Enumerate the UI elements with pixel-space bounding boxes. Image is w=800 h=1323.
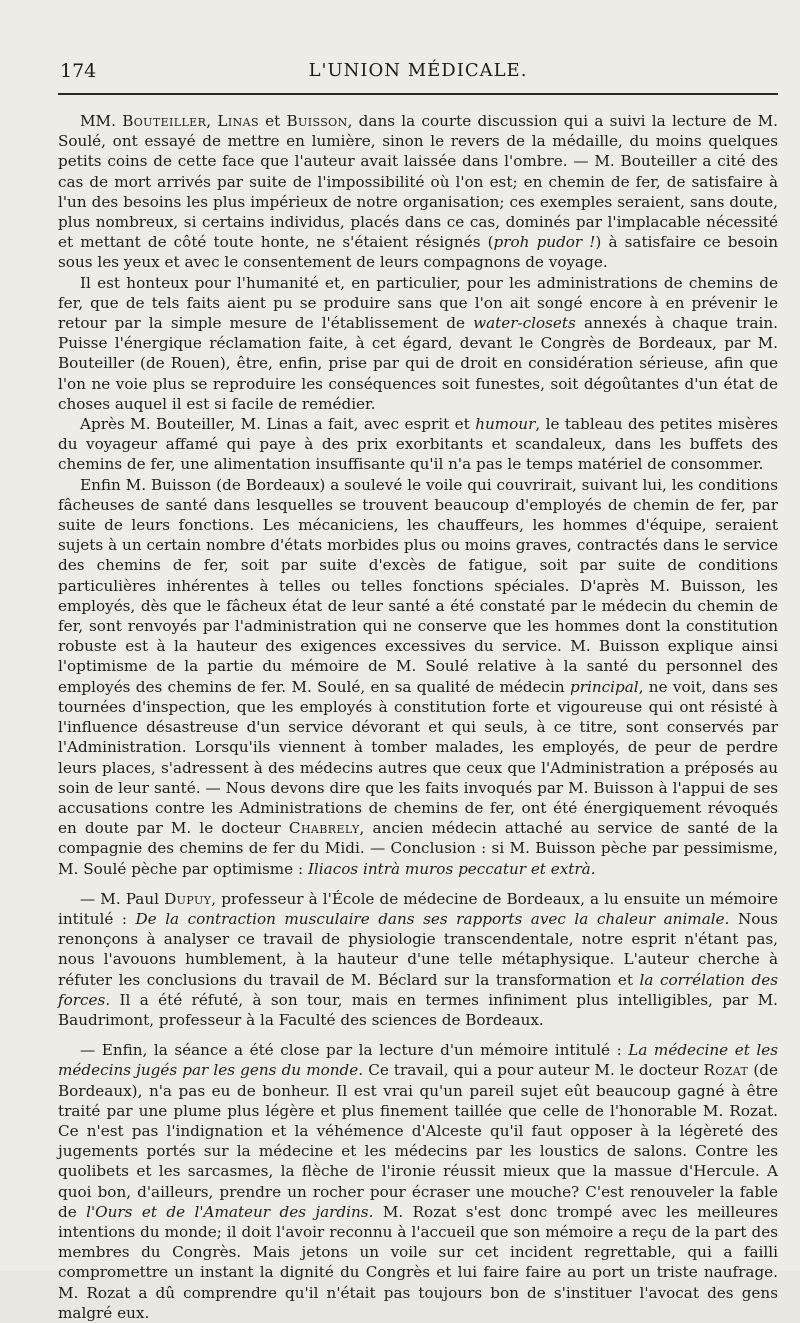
italic-text: La médecine et les médecins jugés par les gens du monde. — [58, 1041, 778, 1080]
header-rule — [58, 93, 778, 95]
text-run: (de Bordeaux), n'a pas eu de bonheur. Il est vrai qu'un pareil sujet eût beaucoup gagné à être traité par une plume plus légère et plus finement taillée que celle de l'honorable M. Rozat. Ce n'est pas l'indignation et la véhémence d'Alceste qu'il faut opposer à la légèreté des jugements portés sur la médecine et les médecins par les loustics de salons. Contre les quolibets et les sarcasmes, la flèche de l'ironie réussit mieux que la massue d'Hercule. A quoi bon, d'ailleurs, prendre un rocher pour écraser une mouche? C'est renouveler la fable de — [58, 1061, 779, 1221]
running-title: L'UNION MÉDICALE. — [308, 60, 528, 81]
text-run: Ce travail, qui a pour auteur M. le docteur — [363, 1061, 704, 1080]
text-run: et — [258, 112, 287, 130]
small-caps-name: Buisson — [286, 112, 348, 130]
small-caps-name: Dupuy — [164, 889, 212, 908]
page-header — [60, 60, 776, 90]
text-run: Après M. Bouteiller, M. Linas a fait, avec esprit et — [80, 415, 476, 434]
text-run: — M. Paul — [80, 889, 165, 908]
text-run: Il est honteux pour l'humanité et, en particulier, pour les administrations de chemins de fer, que de tels faits aient pu se produire sans que l'on ait songé encore à en prévenir le retour par la simple mesure de l'établissement de — [58, 273, 778, 333]
text-run: ) à satisfaire ce besoin sous les yeux et avec le consentement de leurs compagnons de voyage. — [58, 233, 779, 272]
italic-text: l'Ours et de l'Amateur des jardins. — [86, 1202, 374, 1221]
page-number: 174 — [60, 60, 97, 82]
text-run: , — [206, 112, 218, 130]
paragraph — [58, 414, 778, 475]
small-caps-name: Bouteiller — [122, 112, 207, 130]
text-run: Il a été réfuté, à son tour, mais en termes infiniment plus intelligibles, par M. Baudrimont, professeur à la Faculté des sciences de Bordeaux. — [58, 990, 778, 1029]
italic-text: principal — [570, 677, 639, 696]
text-run: , ancien médecin attaché au service de santé de la compagnie des chemins de fer du Midi. — Conclusion : si M. Buisson pèche par pessimisme, M. Soulé pèche par optimisme : — [58, 819, 778, 878]
text-run: annexés à chaque train. Puisse l'énergique réclamation faite, à cet égard, devant le Congrès de Bordeaux, par M. Bouteiller (de Rouen), être, enfin, prise par qui de droit en considération sérieuse, afin que l'on ne voie plus se reproduire les conséquences soit funestes, soit dégoûtantes d'un état de choses auquel il est si facile de remédier. — [58, 314, 778, 413]
text-run: MM. — [80, 112, 123, 130]
italic-text: proh pudor ! — [493, 233, 596, 252]
text-run: , professeur à l'École de médecine de Bordeaux, a lu ensuite un mémoire intitulé : — [58, 889, 779, 928]
text-run: , le tableau des petites misères du voyageur affamé qui paye à des prix exorbitants et scandaleux, dans les buffets des chemins de fer, une alimentation insuffisante qu'il n'a pas le temps matériel de consommer. — [58, 415, 778, 474]
italic-text: la corrélation des forces. — [58, 970, 779, 1009]
paragraph — [58, 273, 778, 414]
text-run: — Enfin, la séance a été close par la lecture d'un mémoire intitulé : — [80, 1041, 629, 1060]
italic-text: Iliacos intrà muros peccatur et extrà. — [307, 859, 596, 878]
text-run: M. Rozat s'est donc trompé avec les meilleures intentions du monde; il doit l'avoir reconnu à l'accueil que son mémoire a reçu de la part des membres du Congrès. Mais jetons un voile sur cet incident regrettable, qui a failli compromettre un instant la dignité du Congrès et lui faire faire au port un triste naufrage. M. Rozat a dû comprendre qu'il n'était pas toujours bon de s'instituer l'avocat des gens malgré eux. — [58, 1202, 779, 1322]
article-body — [58, 111, 778, 1323]
text-run: , ne voit, dans ses tournées d'inspection, que les employés à constitution forte et vigoureuse qui ont résisté à l'influence désastreuse d'un service dévorant et qui seuls, à ce titre, sont conservés par l'Administration. Lorsqu'ils viennent à tomber malades, les employés, de peur de perdre leurs places, s'adressent à des médecins autres que ceux que l'Administration a préposés au soin de leur santé. — Nous devons dire que les faits invoqués par M. Buisson à l'appui de ses accusations contre les Administrations de chemins de fer, ont été énergiquement révoqués en doute par M. le docteur — [58, 677, 778, 838]
paragraph — [58, 889, 778, 1030]
small-caps-name: Chabrely — [288, 819, 360, 838]
text-run: , dans la courte discussion qui a suivi la lecture de M. Soulé, ont essayé de mettre en lumière, sinon le revers de la médaille, du moins quelques petits coins de cette face que l'auteur avait laissée dans l'ombre. — M. Bouteiller a cité des cas de mort arrivés par suite de l'impossibilité où l'on est; en chemin de fer, de satisfaire à l'un des besoins les plus impérieux de notre organisation; ces exemples seraient, sans doute, plus nombreux, si certains individus, placés dans ce cas, dominés par l'implacable nécessité et mettant de côté toute honte, ne s'étaient résignés ( — [58, 112, 779, 252]
italic-text: water-closets — [473, 314, 576, 333]
italic-text: humour — [475, 415, 536, 434]
paragraph — [58, 111, 778, 273]
italic-text: De la contraction musculaire dans ses rapports avec la chaleur animale. — [135, 909, 730, 928]
paragraph — [58, 1040, 778, 1323]
text-run: Enfin M. Buisson (de Bordeaux) a soulevé le voile qui couvrirait, suivant lui, les conditions fâcheuses de santé dans lesquelles se trouvent beaucoup d'employés de chemin de fer, par suite de leurs fonctions. Les mécaniciens, les chauffeurs, les hommes d'équipe, seraient sujets à un certain nombre d'états morbides plus ou moins graves, contractés dans le service des chemins de fer, soit par suite d'excès de fatigue, soit par suite de conditions particulières inhérentes à telles ou telles fonctions spéciales. D'après M. Buisson, les employés, dès que le fâcheux état de leur santé a été constaté par le médecin du chemin de fer, sont renvoyés par l'administration qui ne conserve que les hommes dont la constitution robuste est à la hauteur des exigences excessives du service. M. Buisson explique ainsi l'optimisme de la partie du mémoire de M. Soulé relative à la santé du personnel des employés des chemins de fer. M. Soulé, en sa qualité de médecin — [58, 475, 778, 696]
paragraph — [58, 475, 778, 879]
text-run: Nous renonçons à analyser ce travail de physiologie transcendentale, notre esprit n'étant pas, nous l'avouons humblement, à la hauteur d'une telle métaphysique. L'auteur cherche à réfuter les conclusions du travail de M. Béclard sur la transformation et — [58, 909, 778, 989]
small-caps-name: Linas — [217, 112, 259, 130]
small-caps-name: Rozat — [703, 1061, 749, 1080]
